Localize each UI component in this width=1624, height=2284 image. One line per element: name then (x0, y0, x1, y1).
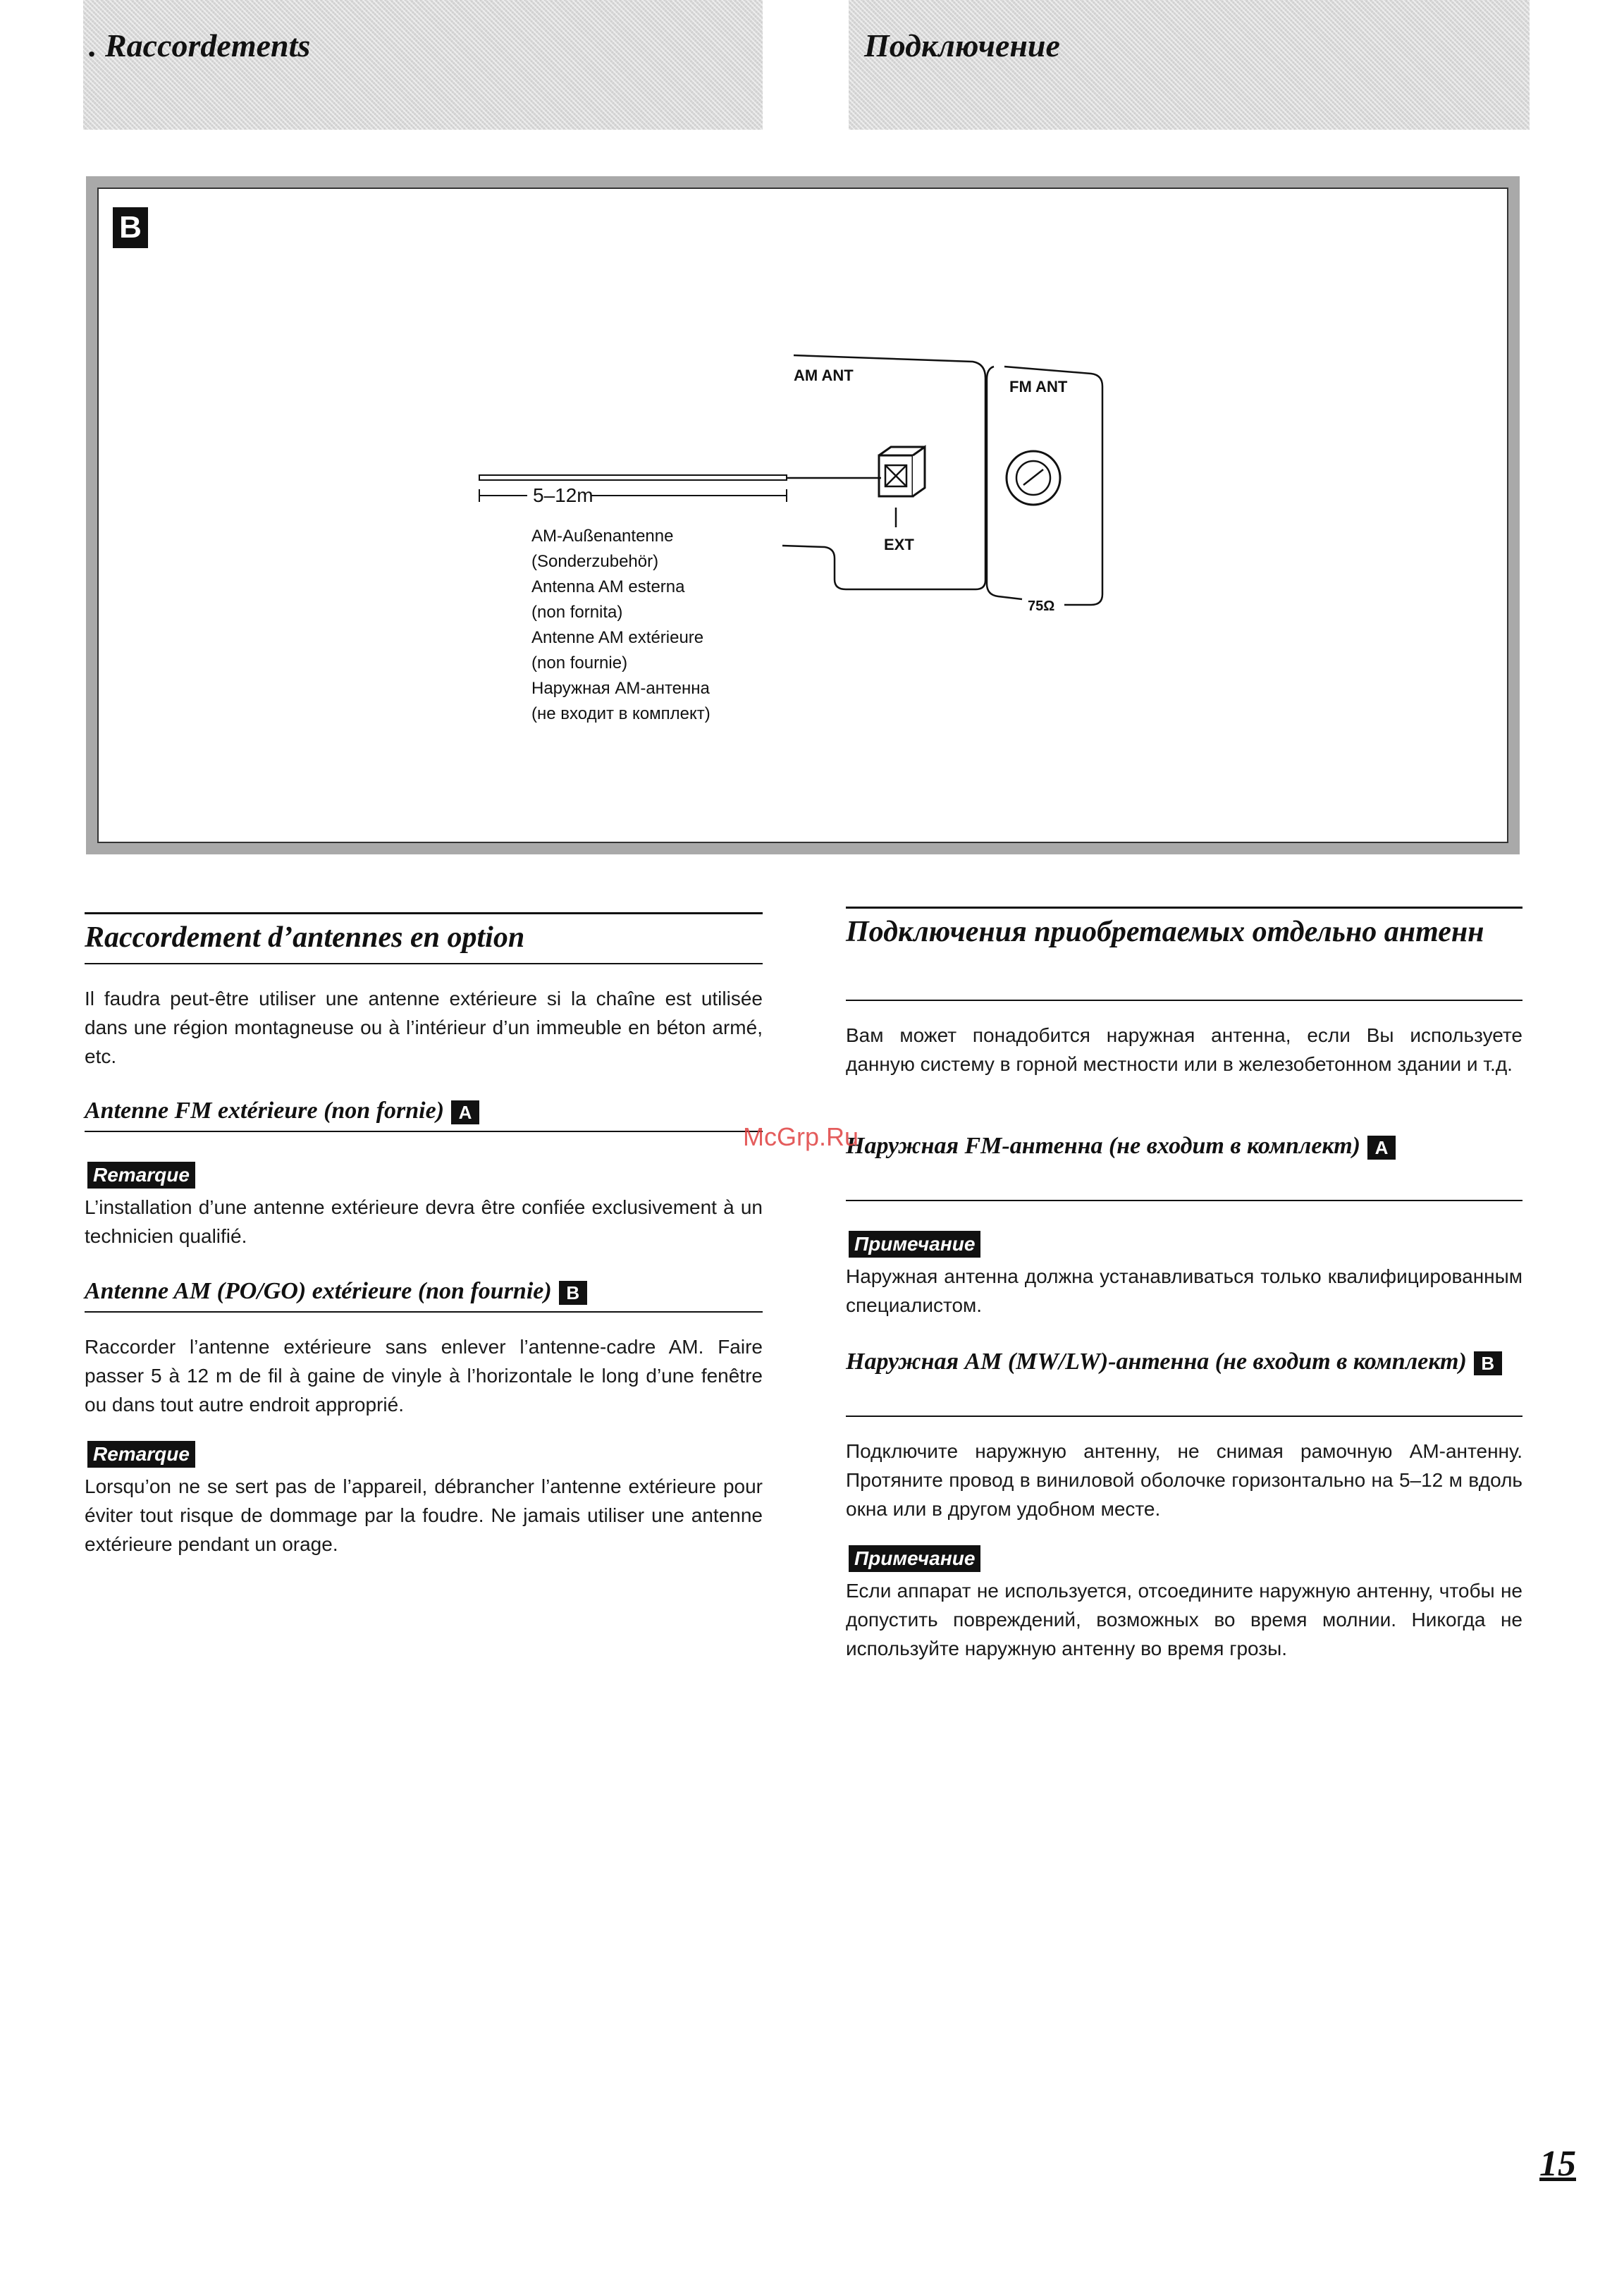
left-fm-tag: A (451, 1100, 479, 1124)
left-section-heading: Raccordement d’antennes en option (85, 921, 525, 954)
antenna-connection-diagram (99, 189, 1508, 843)
right-am-tag: B (1474, 1351, 1502, 1375)
left-am-rule (85, 1311, 763, 1313)
ext-label: EXT (884, 536, 914, 553)
caption-line: AM-Außenantenne (531, 527, 674, 546)
right-fm-heading (846, 1128, 1522, 1164)
caption-line: (non fornita) (531, 603, 623, 622)
caption-line: (не входит в комплект) (531, 704, 710, 723)
left-note1-label: Remarque (87, 1162, 195, 1189)
watermark: McGrp.Ru (743, 1122, 859, 1151)
caption-line: Наружная AM-антенна (531, 679, 710, 698)
page-number: 15 (1539, 2144, 1576, 2184)
right-top-rule (846, 907, 1522, 909)
right-note1-label: Примечание (849, 1231, 980, 1258)
left-heading-rule (85, 963, 763, 964)
left-fm-heading-text: Antenne FM extérieure (non fornie) (85, 1098, 445, 1124)
header-right-bar (849, 0, 1530, 130)
right-am-text: Подключите наружную антенну, не снимая рамочную AM-антенну. Протяните провод в виниловой оболочке горизонтально на 5–12 м вдоль окна или в другом удобном месте. (846, 1440, 1522, 1520)
caption-line: (non fournie) (531, 653, 628, 673)
right-am-heading-text: Наружная AM (MW/LW)-антенна (не входит в комплект) (846, 1349, 1467, 1375)
am-ant-label: AM ANT (794, 367, 854, 384)
left-top-rule (85, 912, 763, 914)
figure-tag: B (113, 207, 148, 248)
figure-b-panel (97, 188, 1508, 843)
header-left-title: . Raccordements (89, 27, 311, 63)
figure-b-frame (86, 176, 1520, 854)
left-note2-text: Lorsqu’on ne se sert pas de l’appareil, débrancher l’antenne extérieure pour éviter tout risque de dommage par la foudre. Ne jamais utiliser une antenne extérieure pendant un orage. (85, 1475, 763, 1555)
right-fm-heading-text: Наружная FM-антенна (не входит в комплект) (846, 1133, 1360, 1159)
left-fm-rule (85, 1131, 763, 1132)
length-label: 5–12m (533, 484, 593, 506)
antenna-caption (531, 527, 710, 723)
left-am-text: Raccorder l’antenne extérieure sans enlever l’antenne-cadre AM. Faire passer 5 à 12 m de fil à gaine de vinyle à l’horizontale le long d’une fenêtre ou dans tout autre endroit approprié. (85, 1336, 763, 1416)
right-fm-rule (846, 1200, 1522, 1201)
left-note2-label: Remarque (87, 1441, 195, 1468)
right-section-heading: Подключения приобретаемых отдельно антенн (846, 916, 1484, 948)
left-am-heading-text: Antenne AM (PO/GO) extérieure (non fournie) (85, 1278, 552, 1304)
caption-line: (Sonderzubehör) (531, 552, 659, 571)
right-fm-tag: A (1367, 1136, 1396, 1160)
left-am-heading (85, 1273, 763, 1309)
header-right-title: Подключение (864, 27, 1060, 63)
left-note1-text: L’installation d’une antenne extérieure devra être confiée exclusivement à un technicien qualifié. (85, 1196, 763, 1247)
ohm-label: 75Ω (1028, 598, 1055, 614)
right-heading-rule (846, 1000, 1522, 1001)
right-note1-text: Наружная антенна должна устанавливаться только квалифицированным специалистом. (846, 1265, 1522, 1316)
right-note2-text: Если аппарат не используется, отсоедините наружную антенну, чтобы не допустить повреждений, возможных во время молнии. Никогда не используйте наружную антенну во время грозы. (846, 1580, 1522, 1659)
right-intro-text: Вам может понадобится наружная антенна, если Вы используете данную систему в горной местности или в железобетонном здании и т.д. (846, 1024, 1522, 1075)
header-left-bar (83, 0, 763, 130)
right-am-rule (846, 1416, 1522, 1417)
right-am-heading (846, 1344, 1522, 1380)
caption-line: Antenna AM esterna (531, 577, 685, 596)
left-fm-heading (85, 1093, 763, 1129)
left-am-tag: B (559, 1281, 587, 1305)
caption-line: Antenne AM extérieure (531, 628, 704, 647)
fm-ant-label: FM ANT (1009, 378, 1068, 395)
right-note2-label: Примечание (849, 1545, 980, 1572)
left-intro-text: Il faudra peut-être utiliser une antenne extérieure si la chaîne est utilisée dans une région montagneuse ou à l’intérieur d’un immeuble en béton armé, etc. (85, 988, 763, 1067)
antenna-wire (479, 475, 787, 480)
